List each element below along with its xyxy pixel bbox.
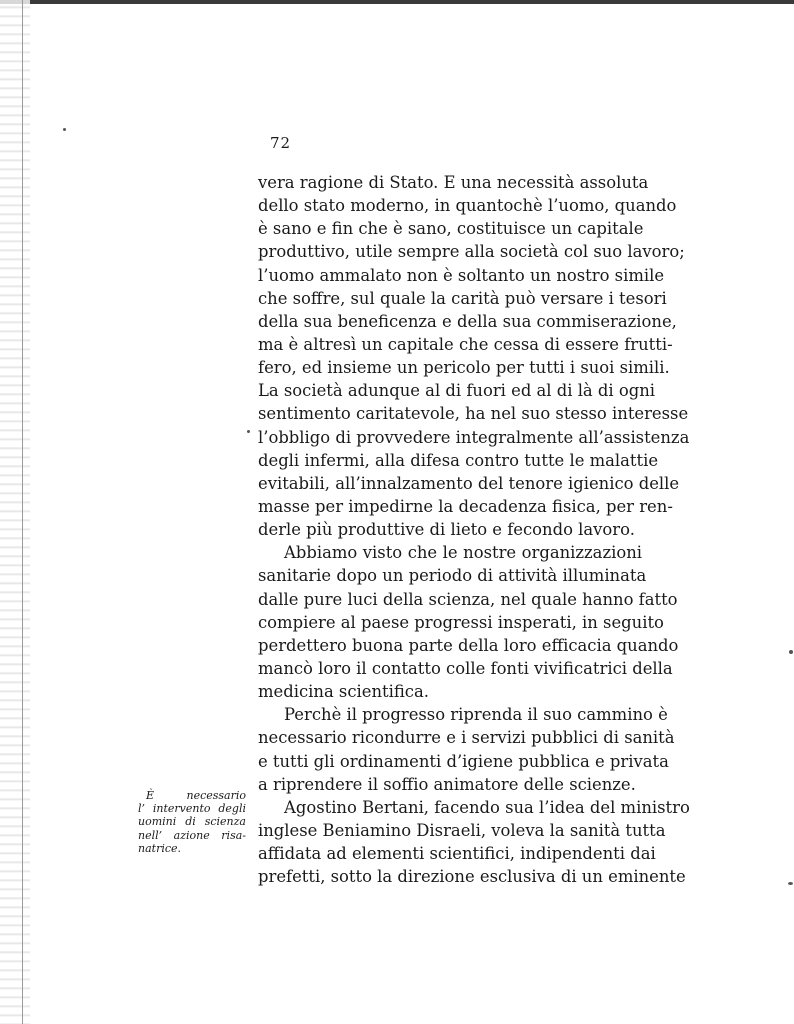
text-line: inglese Beniamino Disraeli, voleva la sanità tutta xyxy=(258,820,666,840)
text-line: Agostino Bertani, facendo sua l’idea del ministro xyxy=(284,797,690,817)
text-line: ma è altresì un capitale che cessa di essere frutti- xyxy=(258,334,673,354)
text-line: vera ragione di Stato. E una necessità assoluta xyxy=(258,173,649,192)
text-line: l’obbligo di provvedere integralmente all’assistenza xyxy=(258,427,690,447)
text-line: produttivo, utile sempre alla società col suo lavoro; xyxy=(258,242,685,262)
text-line: prefetti, sotto la direzione esclusiva di un eminente xyxy=(258,867,686,887)
text-line: e tutti gli ordinamenti d’igiene pubblica e privata xyxy=(258,751,669,771)
marginal-note xyxy=(138,789,246,855)
text-line: degli infermi, alla difesa contro tutte le malattie xyxy=(258,450,659,470)
text-line: l’uomo ammalato non è soltanto un nostro simile xyxy=(258,265,665,285)
text-line: masse per impedirne la decadenza fisica, per ren- xyxy=(258,496,673,516)
text-line: della sua beneficenza e della sua commiserazione, xyxy=(258,311,677,331)
text-line: evitabili, all’innalzamento del tenore igienico delle xyxy=(258,473,680,493)
text-line: Perchè il progresso riprenda il suo cammino è xyxy=(284,705,668,725)
text-line: dello stato moderno, in quantochè l’uomo, quando xyxy=(258,196,677,216)
text-line: La società adunque al di fuori ed al di là di ogni xyxy=(258,381,656,401)
text-line: che soffre, sul quale la carità può versare i tesori xyxy=(258,288,667,308)
text-line: Abbiamo visto che le nostre organizzazioni xyxy=(284,543,642,563)
book-binding-edge xyxy=(0,0,30,1024)
text-line: necessario ricondurre e i servizi pubblici di sanità xyxy=(258,728,675,748)
scan-speck xyxy=(247,430,250,433)
scan-speck xyxy=(788,882,793,885)
text-line: compiere al paese progressi insperati, in seguito xyxy=(258,612,664,632)
marginal-note-line: natrice. xyxy=(138,841,182,855)
text-line: mancò loro il contatto colle fonti vivificatrici della xyxy=(258,658,673,678)
text-line: fero, ed insieme un pericolo per tutti i suoi simili. xyxy=(258,358,670,378)
text-line: perdettero buona parte della loro efficacia quando xyxy=(258,635,679,655)
text-line: a riprendere il soffio animatore delle scienze. xyxy=(258,774,636,794)
main-text-block xyxy=(258,171,690,888)
marginal-note-line: uomini di scienza xyxy=(138,815,246,829)
text-line: sentimento caritatevole, ha nel suo stesso interesse xyxy=(258,404,689,424)
text-line: dalle pure luci della scienza, nel quale hanno fatto xyxy=(258,589,678,609)
text-line: affidata ad elementi scientifici, indipendenti dai xyxy=(258,844,656,864)
text-line: derle più produttive di lieto e fecondo lavoro. xyxy=(258,520,635,540)
text-line: medicina scientifica. xyxy=(258,682,429,702)
marginal-note-line: l’ intervento degli xyxy=(138,802,246,816)
marginal-note-line: È necessario xyxy=(146,789,246,802)
scan-speck xyxy=(63,128,66,131)
text-line: è sano e fin che è sano, costituisce un capitale xyxy=(258,219,644,239)
scan-speck xyxy=(789,650,793,654)
page-number: 72 xyxy=(270,134,292,152)
text-line: sanitarie dopo un periodo di attività illuminata xyxy=(258,566,647,586)
binding-fold-line xyxy=(22,0,23,1024)
page-top-edge xyxy=(0,0,794,4)
marginal-note-line: nell’ azione risa- xyxy=(138,828,246,842)
